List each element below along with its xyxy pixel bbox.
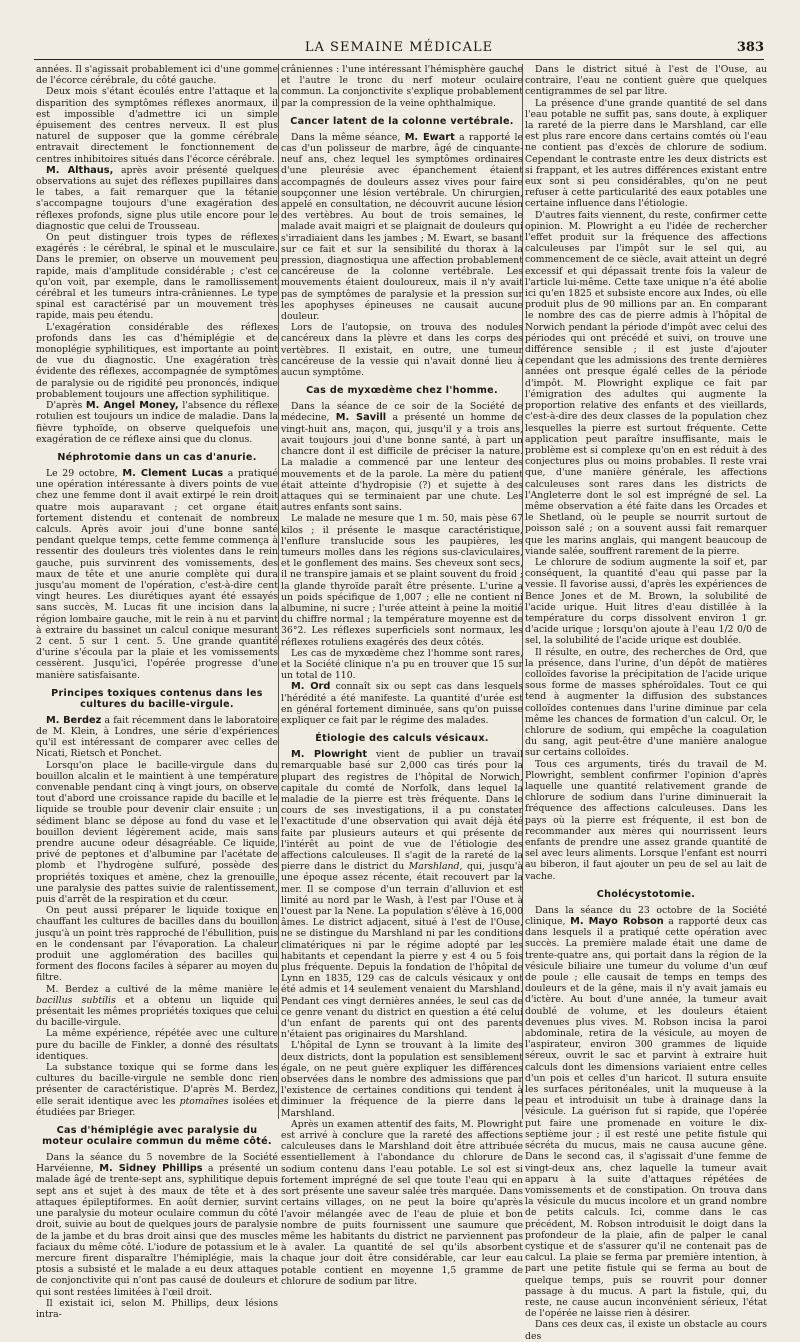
author-name: M. Clement Lucas [122, 467, 224, 479]
paragraph: La présence d'une grande quantité de sel dans l'eau potable ne suffit pas, sans doute, à expliquer la rareté de la pierre dans le Marshland, car elle est plus rare encore dans certains comtés où l'eau ne contient pas d'excès de chlorure de sodium. Cependant le contraste entre les deux districts est si frappant, et les autres différences existant entre eux sont si peu considérables, qu'on ne peut refuser à cette particularité des eaux potables une certaine influence dans l'étiologie. [525, 97, 767, 210]
paragraph: On peut aussi préparer le liquide toxique en chauffant les cultures de bacilles dans du bouillon jusqu'à un point très rapproché de l'ébullition, puis en le condensant par l'évaporation. La chaleur produit une agglomération des bacilles qui forment des flocons faciles à séparer au moyen du filtre. [36, 905, 278, 984]
paragraph-text: Dans la séance de ce soir de la Société de médecine, [281, 401, 523, 424]
paragraph [36, 1152, 278, 1298]
paragraph [36, 165, 278, 232]
author-name: M. Savill [335, 412, 387, 424]
section-heading: Néphrotomie dans un cas d'anurie. [57, 451, 257, 463]
paragraph [36, 400, 278, 445]
page-number: 383 [736, 40, 764, 55]
paragraph-text: a présenté un malade âgé de trente-sept ans, syphilitique depuis sept ans et sujet à des maux de tête et à des attaques épileptiformes. En août dernier, survint une paralysie du moteur oculaire commun du côté droit, suivie au bout de quelques jours de paralysie de la jambe et du bras droit ainsi que des muscles faciaux du même côté. L'iodure de potassium et le mercure firent disparaître l'hémiplégie, mais la ptosis a subsisté et le malade a eu deux attaques de conjonctivite qui n'ont pas causé de douleurs et qui sont restées limitées à l'œil droit. [36, 1163, 278, 1298]
section-heading: Cancer latent de la colonne vertébrale. [290, 115, 514, 127]
italic-term: ptomaïnes [179, 1095, 229, 1107]
paragraph: Il résulte, en outre, des recherches de Ord, que la présence, dans l'urine, d'un dépôt de matières colloïdes favorise la précipitation de l'acide urique sous forme de masses sphéroïdales. Tout ce qui tend à augmenter la diffusion des substances colloïdes contenues dans l'urine diminue par cela même les chances de formation d'un calcul. Or, le chlorure de sodium, qui empêche la coagulation du sang, agit peut-être d'une manière analogue sur certains colloïdes. [525, 646, 767, 759]
paragraph [281, 749, 523, 1040]
column-left [36, 64, 278, 1320]
paragraph-text: a pratiqué une opération intéressante à divers points de vue chez une femme dont il avait extirpé le rein droit quatre mois auparavant ; cet organe était fortement distendu et contenait de nombreux calculs. Après avoir joui d'une bonne santé pendant quelque temps, cette femme commença à ressentir des douleurs très violentes dans le rein gauche, puis survinrent des vomissements, des maux de tête et une anurie complète qui dura jusqu'au moment de l'opération, c'est-à-dire cent vingt heures. Les diurétiques ayant été essayés sans succès, M. Lucas fit une incision dans la région lombaire gauche, mit le rein à nu et parvint à extraire du bassinet un calcul conique mesurant 2 cent. 5 sur 1 cent. 5. Une grande quantité d'urine s'écoula par la plaie et les vomissements cessèrent. Jusqu'ici, l'opérée progresse d'une manière satisfaisante. [36, 467, 278, 681]
paragraph-text: a rapporté deux cas dans lesquels il a pratiqué cette opération avec succès. La première malade était une dame de trente-quatre ans, qui portait dans la région de la vésicule biliaire une tumeur du volume d'un œuf de poule ; elle causait de temps en temps des douleurs et de la gêne, mais il n'y avait jamais eu d'ictère. Au bout d'une année, la tumeur avait doublé de volume, et les douleurs étaient devenues plus vives. M. Robson incisa la paroi abdominale, retira de la vésicule, au moyen de l'aspirateur, environ 300 grammes de liquide séreux, ouvrit le sac et parvint à extraire huit calculs dont les dimensions variaient entre celles d'un pois et celles d'un haricot. Il sutura ensuite les surfaces péritonéales, unit la muqueuse à la peau et introduisit un tube à drainage dans la vésicule. La guérison fut si rapide, que l'opérée put faire une promenade en voiture le dix-septième jour ; il est resté une petite fistule qui sécréta du mucus, mais ne causa aucune gêne. Dans le second cas, il s'agissait d'une femme de vingt-deux ans, chez laquelle la tumeur avait apparu à la suite d'attaques répétées de vomissements et de constipation. On trouva dans la vésicule du mucus incolore et un grand nombre de petits calculs. Ici, comme dans le cas précédent, M. Robson introduisit le doigt dans la profondeur de la plaie, afin de palper le canal cystique et de s'assurer qu'il ne contenait pas de calcul. La plaie se ferma par première intention, à part une petite fistule qui se ferma au bout de quelque temps, puis se rouvrit pour donner passage à du mucus. A part la fistule, qui, du reste, ne cause aucun inconvénient sérieux, l'état de l'opérée ne laisse rien à désirer. [525, 916, 767, 1320]
author-name: M. Althaus, [46, 164, 114, 176]
column-middle [281, 64, 524, 1287]
paragraph-text: vient de publier un travail remarquable basé sur 2,000 cas tirés pour la plupart des registres de l'hôpital de Norwich, capitale du comté de Norfolk, dans lequel la maladie de la pierre est très fréquente. Dans le cours de ses investigations, il a pu constater l'exactitude d'une observation qui avait déjà été faite par plusieurs auteurs et qui présente de l'intérêt au point de vue de l'étiologie des affections calculeuses. Il s'agit de la rareté de la pierre dans le district du [281, 749, 524, 873]
section-heading: Étiologie des calculs vésicaux. [315, 733, 489, 745]
paragraph [36, 1062, 278, 1118]
author-name: M. Angel Money, [85, 400, 179, 412]
paragraph-text: l'absence du réflexe rotulien est toujours un indice de maladie. Dans la fièvre typhoïde, on observe quelquefois une exagération de ce réflexe ainsi que du clonus. [36, 400, 278, 445]
paragraph [281, 401, 523, 513]
page-header [34, 40, 764, 58]
paragraph-text: a fait récemment dans le laboratoire de M. Klein, à Londres, une série d'expériences qu'il est intéressant de comparer avec celles de Nicati, Rietsch et Ponchet. [36, 714, 278, 760]
italic-term: bacillus subtilis [36, 994, 116, 1006]
paragraph: Dans le district situé à l'est de l'Ouse, au contraire, l'eau ne contient guère que quelques centigrammes de sel par litre. [525, 64, 767, 98]
paragraph-text: , qui, jusqu'à une époque assez récente, était recouvert par la mer. Il se compose d'un terrain d'alluvion et est limité au nord par le Wash, à l'est par l'Ouse et à l'ouest par la Nene. La population s'élève à 16,000 âmes. Le district adjacent, situé à l'est de l'Ouse, ne se distingue du Marshland ni par les conditions climatériques ni par le régime adopté par les habitants et cependant la pierre y est 4 ou 5 fois plus fréquente. Depuis la fondation de l'hôpital de Lynn en 1835, 129 cas de calculs vésicaux y ont été admis et 14 seulement venaient du Marshland. Pendant ces vingt dernières années, le seul cas de ce genre venant du district en question a été celui d'un enfant de parents qui ont des parents n'étaient pas originaires du Marshland. [281, 861, 523, 1041]
paragraph: crâniennes : l'une intéressant l'hémisphère gauche et l'autre le tronc du nerf moteur oculaire commun. La conjonctivite s'explique probablement par la compression de la veine ophthalmique. [281, 64, 523, 109]
author-name: M. Ord [291, 681, 331, 693]
paragraph: Il existait ici, selon M. Phillips, deux lésions intra- [36, 1297, 278, 1320]
author-name: M. Berdez [46, 714, 102, 726]
paragraph: Tous ces arguments, tirés du travail de M. Plowright, semblent confirmer l'opinion d'après laquelle une quantité relativement grande de chlorure de sodium dans l'urine diminuerait la fréquence des affections calculeuses. Dans les pays où la pierre est fréquente, il est bon de recommander aux mères qui nourrissent leurs enfants de prendre une assez grande quantité de sel avec leurs aliments. Lorsque l'enfant est nourri au biberon, il faut ajouter un peu de sel au lait de vache. [525, 758, 767, 882]
paragraph-text: a rapporté le cas d'un polisseur de marbre, âgé de cinquante-neuf ans, chez lequel les symptômes ordinaires d'une pleurésie avec épanchement étaient accompagnés de douleurs assez vives pour faire soupçonner une lésion vertébrale. Un chirurgien, appelé en consultation, ne découvrit aucune lésion des vertèbres. Au bout de trois semaines, le malade avait maigri et se plaignait de douleurs qui s'irradiaient dans les jambes ; M. Ewart, se basant sur ce fait et sur la sensibilité du thorax à la pression, diagnostiqua une affection probablement cancéreuse de la colonne vertébrale. Les mouvements étaient douloureux, mais il n'y avait pas de symptômes de paralysie et la pression sur les apophyses épineuses ne causait aucune douleur. [281, 131, 523, 323]
author-name: M. Plowright [291, 749, 368, 761]
paragraph [36, 715, 278, 760]
paragraph-text: D'après [46, 400, 83, 412]
paragraph-text: Dans la séance du 23 octobre de la Société clinique, [525, 904, 767, 928]
column-divider [278, 64, 279, 1119]
paragraph: Le malade ne mesure que 1 m. 50, mais pèse 67 kilos ; il présente le masque caractéristique, l'enflure translucide sous les paupières, les tumeurs molles dans les régions sus-claviculaires, et le gonflement des mains. Ses cheveux sont secs, il ne transpire jamais et se plaint souvent du froid ; la glande thyroïde paraît être présente. L'urine a un poids spécifique de 1,007 ; elle ne contient ni albumine, ni sucre ; l'urée atteint à peine la moitié du chiffre normal ; la température moyenne est de 36°2. Les réflexes superficiels sont normaux, les réflexes rotuliens exagérés des deux côtés. [281, 513, 523, 648]
author-name: M. Mayo Robson [570, 916, 664, 928]
journal-title: LA SEMAINE MÉDICALE [304, 40, 494, 55]
paragraph: Deux mois s'étant écoulés entre l'attaque et la disparition des symptômes réflexes anormaux, il est impossible d'admettre ici un simple épuisement des centres nerveux. Il est plus naturel de supposer que la gomme cérébrale entravait directement le fonctionnement de centres inhibitoires situés dans l'écorce cérébrale. [36, 86, 278, 165]
paragraph-text: Dans la même séance, [291, 131, 401, 143]
header-rule [34, 59, 764, 60]
paragraph-text: et a obtenu un liquide qui présentait les mêmes propriétés toxiques que celui du bacille-virgule. [36, 994, 278, 1029]
paragraph: Lors de l'autopsie, on trouva des nodules cancéreux dans la plèvre et dans les corps des vertèbres. Il existait, en outre, une tumeur cancéreuse de la vessie qui n'avait donné lieu à aucun symptôme. [281, 322, 523, 379]
paragraph: On peut distinguer trois types de réflexes exagérés : le cérébral, le spinal et le musculaire. Dans le premier, on observe un mouvement peu rapide, mais d'amplitude considérable ; c'est ce qu'on voit, par exemple, dans le ramollissement cérébral et les tumeurs intra-crâniennes. Le type spinal est caractérisé par un mouvement très rapide, mais peu étendu. [36, 232, 278, 322]
paragraph-text: connaît six ou sept cas dans lesquels l'hérédité a été manifeste. La quantité d'urée est en général fortement diminuée, sans qu'on puisse expliquer ce fait par le régime des malades. [281, 681, 523, 726]
paragraph-text: Le 29 octobre, [46, 467, 118, 479]
paragraph: D'autres faits viennent, du reste, confirmer cette opinion. M. Plowright a eu l'idée de rechercher l'effet produit sur la fréquence des affections calculeuses par l'impôt sur le sel qui, au commencement de ce siècle, avait atteint un degré excessif et qui dépassait trente fois la valeur de l'article lui-même. Cette taxe unique n'a été abolie ici qu'en 1825 et subsiste encore aux Indes, où elle produit plus de 90 millions par an. En comparant le nombre des cas de pierre admis à l'hôpital de Norwich pendant la période d'impôt avec celui des périodes qui ont précédé et suivi, on trouve une différence sensible ; il est juste d'ajouter cependant que les admissions des trente dernières années ont presque égalé celles de la période d'impôt. M. Plowright explique ce fait par l'émigration des adultes qui augmente la proportion relative des enfants et des vieillards, c'est-à-dire des deux classes de la population chez lesquelles la pierre est surtout fréquente. Cette application peut paraître insuffisante, mais le problème est si complexe qu'on en est réduit à des conjectures plus ou moins probables. Il reste vrai que, d'une manière générale, les affections calculeuses sont rares dans les districts de l'Angleterre dont le sol est imprégné de sel. La même observation a été faite dans les Orcades et le Shetland, où le peuple se nourrit surtout de poisson salé ; on a souvent aussi fait remarquer que les marins anglais, qui mangent beaucoup de viande salée, souffrent rarement de la pierre. [525, 209, 767, 557]
paragraph-text: La substance toxique qui se forme dans les cultures du bacille-virgule ne semble donc rien présenter de caractéristique. D'après M. Berdez, elle serait identique avec les [36, 1062, 278, 1107]
paragraph [525, 905, 767, 1320]
paragraph-text: isolées et étudiées par Brieger. [36, 1095, 278, 1118]
paragraph: Après un examen attentif des faits, M. Plowright est arrivé à conclure que la rareté des affections calculeuses dans le Marshland doit être attribuée essentiellement à l'abondance du chlorure de sodium contenu dans l'eau potable. Le sol est si fortement imprégné de sel que toute l'eau qui en sort présente une saveur salée très marquée. Dans certains villages, on ne peut la boire qu'après l'avoir mélangée avec de l'eau de pluie et bon nombre de puits fournissent une saumure que même les habitants du district ne parviennent pas à avaler. La quantité de sel qu'ils absorbent chaque jour doit être considérable, car leur eau potable contient en moyenne 1,5 gramme de chlorure de sodium par litre. [281, 1118, 523, 1287]
paragraph: Le chlorure de sodium augmente la soif et, par conséquent, la quantité d'eau qui passe par la vessie. Il favorise aussi, d'après les expériences de Bence Jones et de M. Brown, la solubilité de l'acide urique. Huit litres d'eau distillée à la température du corps dissolvent environ 1 gr. d'acide urique ; lorsqu'on ajoute à l'eau 1/2 0/0 de sel, la solubilité de l'acide urique est doublée. [525, 556, 767, 647]
paragraph: Les cas de myxœdème chez l'homme sont rares, et la Société clinique n'a pu en trouver que 15 sur un total de 110. [281, 647, 523, 682]
section-heading: Cas de myxœdème chez l'homme. [306, 385, 498, 397]
paragraph-text: Dans la séance du 5 novembre de la Société Harvéienne, [36, 1152, 278, 1175]
section-heading: Cas d'hémiplégie avec paralysie du moteur oculaire commun du même côté. [42, 1125, 272, 1148]
italic-term: Marshland [408, 861, 460, 873]
paragraph: Lorsqu'on place le bacille-virgule dans du bouillon alcalin et le maintient à une température convenable pendant cinq à vingt jours, on observe tout d'abord une croissance rapide du bacille et le liquide se trouble pour devenir clair ensuite ; un sédiment blanc se dépose au fond du vase et le bouillon devient légèrement acide, mais sans prendre aucune odeur désagréable. Ce liquide, privé de peptones et d'albumine par l'acétate de plomb et l'hydrogène sulfuré, possède des propriétés toxiques et amène, chez la grenouille, une paralysie des pattes suivie de ralentissement, puis d'arrêt de la respiration et du cœur. [36, 759, 278, 906]
paragraph-text: M. Berdez a cultivé de la même manière le [46, 983, 278, 995]
paragraph: La même expérience, répétée avec une culture pure du bacille de Finkler, a donné des résultats identiques. [36, 1028, 278, 1062]
paragraph [36, 984, 278, 1029]
section-heading: Cholécystotomie. [596, 888, 696, 900]
paragraph [281, 132, 523, 322]
column-right [525, 64, 767, 1342]
paragraph: Dans ces deux cas, il existe un obstacle au cours des [525, 1319, 767, 1342]
paragraph: L'hôpital de Lynn se trouvant à la limite des deux districts, dont la population est sensiblement égale, on ne peut guère expliquer les différences observées dans le nombre des admissions que par l'existence de certaines conditions qui tendent à diminuer la fréquence de la pierre dans le Marshland. [281, 1040, 523, 1119]
paragraph [36, 468, 278, 681]
paragraph-text: après avoir présenté quelques observations au sujet des réflexes pupillaires dans le tabes, a fait remarquer que la tétanie s'accompagne toujours d'une exagération des réflexes profonds, signe plus utile encore pour le diagnostic que celui de Trousseau. [36, 164, 278, 232]
paragraph [281, 681, 523, 726]
section-heading: Principes toxiques contenus dans les cultures du bacille-virgule. [51, 687, 263, 710]
paragraph-text: a présenté un homme de vingt-huit ans, maçon, qui, jusqu'il y a trois ans, avait toujours joui d'une bonne santé, à part un chancre dont il est difficile de préciser la nature. La maladie a commencé par une lenteur des mouvements et de la parole. La mère du patient était atteinte d'hydropisie (?) et sujette à des attaques qui se terminaient par une chute. Les autres enfants sont sains. [281, 412, 523, 514]
author-name: M. Ewart [404, 131, 455, 143]
paragraph: années. Il s'agissait probablement ici d'une gomme de l'écorce cérébrale, du côté gauche. [36, 64, 278, 87]
paragraph: L'exagération considérable des réflexes profonds dans les cas d'hémiplégie et de monoplégie syphilitiques, est importante au point de vue du diagnostic. Une exagération très évidente des réflexes, accompagnée de symptômes de paralysie ou de rigidité peu prononcés, indique probablement toujours une affection syphilitique. [36, 321, 278, 400]
author-name: M. Sidney Phillips [99, 1163, 203, 1175]
